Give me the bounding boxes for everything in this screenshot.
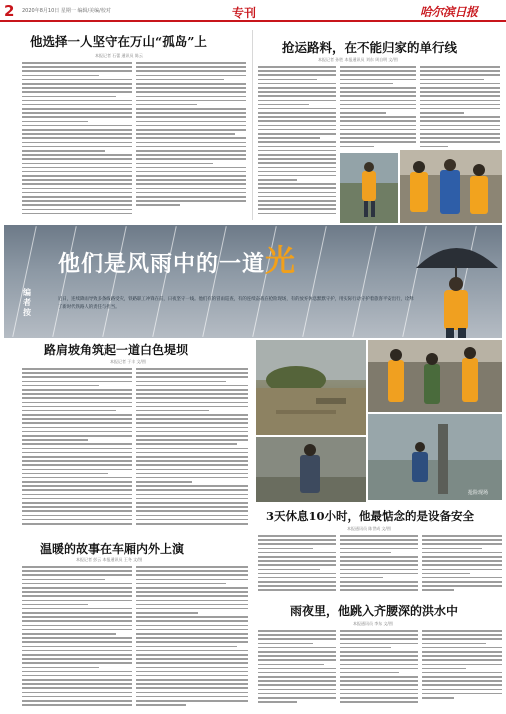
article-1-byline: 本报记者 石蕾 通讯员 陈云	[95, 53, 143, 58]
article-5-title: 温暖的故事在车厢内外上演	[40, 542, 185, 556]
article-5-body-col-2	[136, 566, 248, 708]
article-2-byline: 本报记者 孙胜 本报通讯员 刘东 周自明 文/图	[318, 57, 398, 62]
article-4-title: 3天休息10小时，他最惦念的是设备安全	[266, 509, 475, 523]
article-1-body-col-1	[22, 62, 132, 222]
issue-date: 2020年8月10日 星期一 编辑/美编/校对	[22, 8, 111, 14]
banner-lead: 近日，连续降雨导致多条线路受灾，铁路职工冲锋在前，日夜坚守一线。他们有的冒雨巡查，有的连续奋战在抢险现场，有的放弃休息默默守护，用实际行动守护着旅客平安出行，诠释了新时代铁路人的责任与担当。	[58, 297, 414, 310]
worker-in-rain-image	[256, 437, 366, 502]
section-title: 专刊	[232, 6, 257, 20]
photo-caption: 抢险现场	[468, 490, 489, 496]
newspaper-logo: 哈尔滨日报	[420, 5, 478, 19]
article-3-body-col-2	[136, 368, 248, 533]
article-3-body-col-1	[22, 368, 132, 533]
article-5-byline: 本报记者 彭云 本报通讯员 王冬 文/图	[76, 557, 143, 562]
flood-scene-photo-1	[256, 340, 366, 435]
flood-scene-photo-2	[368, 340, 502, 412]
article-6-body-col-3	[422, 630, 502, 708]
flood-water-image	[368, 414, 502, 500]
article-6-body-col-2	[340, 630, 418, 708]
field-worker-image	[340, 153, 398, 223]
article-4-body-col-1	[258, 535, 336, 597]
article-2-title: 抢运路料，在不能归家的单行线	[282, 40, 458, 55]
article-1-body-col-2	[136, 62, 246, 222]
article-6-byline: 本报通讯员 李东 文/图	[353, 621, 393, 626]
article-2-photo-1	[340, 153, 398, 223]
banner-title	[58, 236, 296, 280]
rescue-workers-image	[368, 340, 502, 412]
article-4-byline: 本报通讯员 陈世成 文/图	[347, 526, 391, 531]
article-4-body-col-3	[422, 535, 502, 597]
article-2-body-col-2	[340, 66, 416, 150]
article-3-title: 路肩坡角筑起一道白色堤坝	[44, 343, 189, 357]
page-number: 2	[4, 2, 15, 20]
article-2-photo-2	[400, 150, 502, 223]
article-6-body-col-1	[258, 630, 336, 708]
banner-title-text: 他们是风雨中的一道	[58, 251, 266, 277]
article-1-title: 他选择一人坚守在万山“孤岛”上	[30, 34, 207, 49]
article-2-body-col-1	[258, 66, 336, 224]
flood-scene-photo-3	[256, 437, 366, 502]
banner-title-highlight: 光	[265, 244, 297, 279]
workers-group-image	[400, 150, 502, 223]
flood-landscape-image	[256, 340, 366, 435]
article-2-body-col-3	[420, 66, 500, 150]
column-divider	[252, 30, 253, 220]
article-5-body-col-1	[22, 566, 132, 708]
article-6-title: 雨夜里，他跳入齐腰深的洪水中	[290, 604, 459, 618]
umbrella-worker-image	[410, 228, 502, 338]
editor-note-label: 编者按	[23, 287, 31, 317]
flood-scene-photo-4	[368, 414, 502, 500]
article-3-byline: 本报记者 于丰 文/图	[110, 359, 146, 364]
article-4-body-col-2	[340, 535, 418, 597]
